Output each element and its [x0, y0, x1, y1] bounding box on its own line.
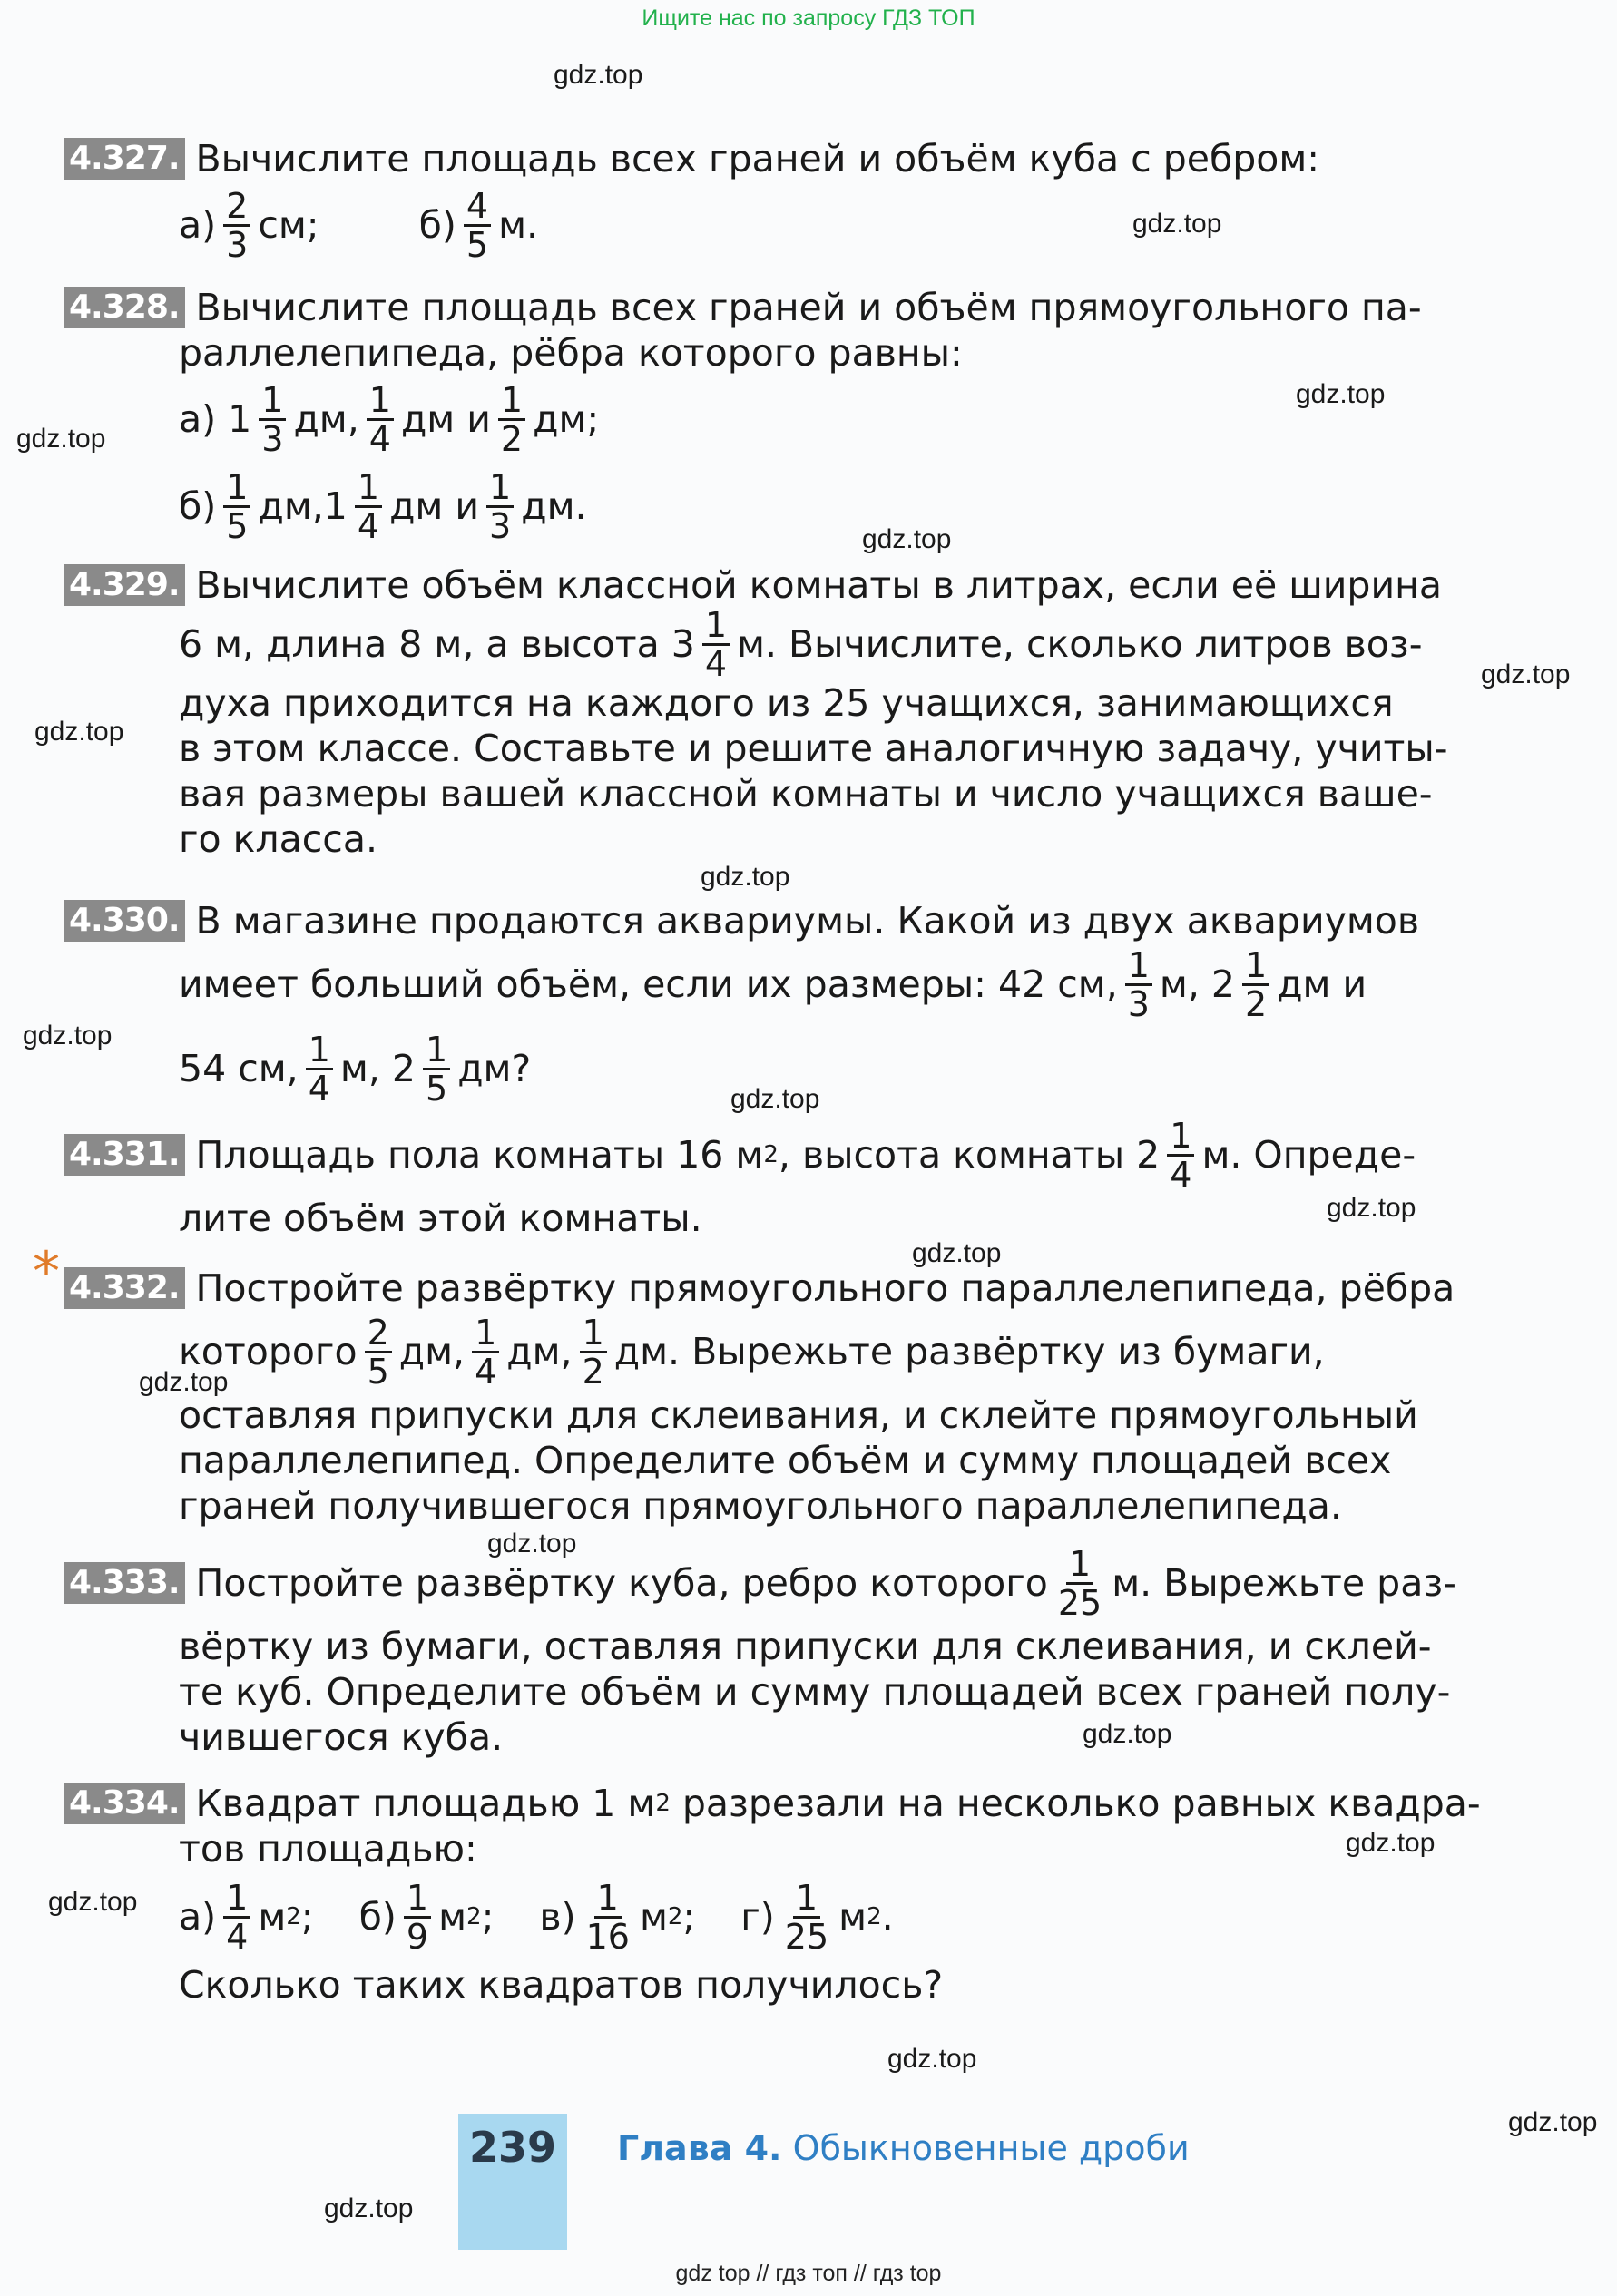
- superscript: 2: [655, 1790, 671, 1817]
- fraction: $\frac{1}{4}$: [1167, 1118, 1194, 1193]
- fraction: $\frac{1}{3}$: [1125, 947, 1152, 1022]
- chapter-title: Обыкновенные дроби: [792, 2128, 1190, 2168]
- watermark: gdz.top: [1346, 1828, 1436, 1858]
- problem-number: 4.327.: [64, 138, 185, 180]
- watermark: gdz.top: [701, 862, 790, 892]
- item-label: а): [179, 397, 217, 441]
- watermark: gdz.top: [1296, 379, 1386, 409]
- watermark: gdz.top: [1083, 1719, 1172, 1749]
- problem-4-327: [64, 136, 1461, 269]
- item-label: б): [358, 1895, 397, 1939]
- fraction: $\frac{2}{5}$: [365, 1314, 392, 1390]
- problem-text: м. Опреде-: [1201, 1133, 1416, 1177]
- problem-4-329: [64, 562, 1461, 862]
- watermark: gdz.top: [139, 1367, 229, 1397]
- fraction: $\frac{1}{4}$: [306, 1031, 333, 1107]
- problem-text: го класса.: [179, 817, 377, 861]
- fraction: $\frac{1}{3}$: [259, 382, 286, 457]
- problem-text: параллелепипед. Определите объём и сумму площадей всех: [179, 1439, 1392, 1482]
- problem-text: вёртку из бумаги, оставляя припуски для склеивания, и склей-: [179, 1625, 1432, 1668]
- problem-text: м, 2: [339, 1047, 416, 1090]
- problem-number: 4.328.: [64, 287, 185, 328]
- problem-4-332: [64, 1265, 1461, 1529]
- page-number: 239: [468, 2123, 557, 2172]
- item-label: б): [179, 484, 217, 528]
- problem-text: оставляя припуски для склеивания, и склейте прямоугольный: [179, 1393, 1418, 1437]
- watermark: gdz.top: [487, 1529, 577, 1558]
- unit: дм,: [258, 484, 324, 528]
- problem-text: Вычислите объём классной комнаты в литрах, если её ширина: [195, 563, 1443, 607]
- fraction: $\frac{1}{4}$: [367, 382, 394, 457]
- problem-4-334: [64, 1781, 1481, 2008]
- problem-text: Вычислите площадь всех граней и объём прямоугольного па-: [195, 286, 1422, 329]
- fraction: $\frac{1}{2}$: [498, 382, 525, 457]
- item-label: а): [179, 203, 217, 247]
- star-icon: *: [33, 1240, 60, 1304]
- problem-text: , высота комнаты 2: [778, 1133, 1161, 1177]
- unit: дм и: [400, 397, 491, 441]
- item-label: в): [539, 1895, 576, 1939]
- problem-text: которого: [179, 1330, 358, 1373]
- fraction: $\frac{1}{5}$: [423, 1031, 450, 1107]
- fraction: $\frac{1}{2}$: [1242, 947, 1269, 1022]
- superscript: 2: [867, 1903, 882, 1930]
- problem-4-328: [64, 285, 1461, 550]
- watermark: gdz.top: [862, 524, 952, 554]
- problem-4-333: [64, 1542, 1461, 1760]
- problem-text: раллелепипеда, рёбра которого равны:: [179, 331, 963, 375]
- fraction: $\frac{1}{25}$: [784, 1877, 829, 1957]
- problem-text: Квадрат площадью 1 м: [195, 1782, 656, 1825]
- problem-4-331: [64, 1114, 1461, 1241]
- punctuation: ;: [682, 1895, 696, 1939]
- unit: м: [258, 1895, 287, 1939]
- fraction: $\frac{1}{16}$: [585, 1877, 630, 1957]
- problem-text: Постройте развёртку куба, ребро которого: [195, 1561, 1048, 1605]
- problem-text: дм. Вырежьте развёртку из бумаги,: [613, 1330, 1325, 1373]
- chapter-heading: [617, 2128, 1190, 2168]
- problem-text: м. Вычислите, сколько литров воз-: [737, 622, 1423, 666]
- fraction: $\frac{4}{5}$: [464, 188, 491, 263]
- problem-number: 4.329.: [64, 564, 185, 606]
- unit: дм.: [521, 484, 587, 528]
- problem-text: м, 2: [1159, 962, 1236, 1006]
- problem-text: лите объём этой комнаты.: [179, 1197, 702, 1240]
- problem-text: дм,: [398, 1330, 466, 1373]
- problem-text: вая размеры вашей классной комнаты и число учащихся ваше-: [179, 772, 1433, 816]
- fraction: $\frac{1}{3}$: [486, 469, 514, 544]
- fraction: $\frac{1}{4}$: [472, 1314, 499, 1390]
- unit: дм и: [389, 484, 480, 528]
- fraction: $\frac{1}{4}$: [223, 1880, 250, 1955]
- fraction: $\frac{1}{4}$: [355, 469, 382, 544]
- problem-text: имеет больший объём, если их размеры: 42 см,: [179, 962, 1118, 1006]
- watermark: gdz.top: [730, 1084, 820, 1114]
- problem-text: м. Вырежьте раз-: [1112, 1561, 1456, 1605]
- superscript: 2: [286, 1903, 301, 1930]
- unit: см;: [258, 203, 319, 247]
- problem-text: духа приходится на каждого из 25 учащихся, занимающихся: [179, 681, 1394, 725]
- unit: м.: [498, 203, 539, 247]
- item-label: г): [740, 1895, 775, 1939]
- unit: м: [438, 1895, 467, 1939]
- problem-text: дм?: [457, 1047, 532, 1090]
- problem-text: в этом классе. Составьте и решите аналогичную задачу, учиты-: [179, 727, 1448, 770]
- watermark: gdz.top: [1508, 2107, 1598, 2137]
- unit: м: [838, 1895, 867, 1939]
- problem-text: разрезали на несколько равных квадра-: [681, 1782, 1481, 1825]
- item-label: а): [179, 1895, 217, 1939]
- watermark: gdz.top: [23, 1021, 113, 1050]
- punctuation: ;: [300, 1895, 314, 1939]
- problem-text: Вычислите площадь всех граней и объём куба с ребром:: [195, 137, 1320, 181]
- fraction: $\frac{1}{5}$: [223, 469, 250, 544]
- problem-text: тов площадью:: [179, 1827, 477, 1871]
- problem-text: дм,: [506, 1330, 573, 1373]
- watermark: gdz.top: [48, 1887, 138, 1917]
- watermark: gdz.top: [1481, 659, 1571, 689]
- problem-text: 6 м, длина 8 м, а высота 3: [179, 622, 695, 666]
- problem-number: 4.334.: [64, 1783, 185, 1824]
- chapter-label: Глава 4.: [617, 2128, 782, 2168]
- top-banner[interactable]: Ищите нас по запросу ГДЗ ТОП: [642, 5, 975, 31]
- unit: дм,: [293, 397, 359, 441]
- unit: дм;: [533, 397, 600, 441]
- bottom-strip[interactable]: gdz top // гдз топ // гдз top: [675, 2261, 942, 2286]
- whole-part: 1: [228, 397, 252, 441]
- fraction: $\frac{1}{25}$: [1057, 1543, 1102, 1623]
- problem-text: 54 см,: [179, 1047, 299, 1090]
- watermark: gdz.top: [912, 1238, 1002, 1268]
- problem-text: дм и: [1277, 962, 1367, 1006]
- problem-text: Сколько таких квадратов получилось?: [179, 1963, 944, 2007]
- watermark: gdz.top: [1132, 209, 1222, 239]
- problem-number: 4.333.: [64, 1562, 185, 1604]
- superscript: 2: [667, 1903, 683, 1930]
- problem-text: граней получившегося прямоугольного параллелепипеда.: [179, 1484, 1342, 1528]
- superscript: 2: [763, 1141, 779, 1168]
- item-label: б): [418, 203, 456, 247]
- watermark: gdz.top: [554, 60, 643, 90]
- watermark: gdz.top: [324, 2193, 414, 2223]
- fraction: $\frac{1}{9}$: [404, 1880, 431, 1955]
- fraction: $\frac{1}{4}$: [702, 607, 730, 682]
- fraction: $\frac{1}{2}$: [580, 1314, 607, 1390]
- problem-text: Площадь пола комнаты 16 м: [195, 1133, 764, 1177]
- problem-text: те куб. Определите объём и сумму площадей всех граней полу-: [179, 1670, 1451, 1714]
- problem-number: 4.331.: [64, 1134, 185, 1176]
- watermark: gdz.top: [16, 424, 106, 454]
- problem-number: 4.330.: [64, 900, 185, 942]
- problem-text: В магазине продаются аквариумы. Какой из двух аквариумов: [195, 899, 1420, 943]
- punctuation: .: [881, 1895, 894, 1939]
- watermark: gdz.top: [1327, 1193, 1416, 1223]
- whole-part: 1: [323, 484, 348, 528]
- watermark: gdz.top: [887, 2044, 977, 2074]
- punctuation: ;: [481, 1895, 495, 1939]
- watermark: gdz.top: [34, 717, 124, 747]
- unit: м: [639, 1895, 668, 1939]
- problem-text: Постройте развёртку прямоугольного параллелепипеда, рёбра: [195, 1266, 1455, 1310]
- problem-text: чившегося куба.: [179, 1715, 504, 1759]
- superscript: 2: [466, 1903, 482, 1930]
- problem-number: 4.332.: [64, 1267, 185, 1309]
- fraction: $\frac{2}{3}$: [223, 188, 250, 263]
- problem-4-330: [64, 898, 1461, 1112]
